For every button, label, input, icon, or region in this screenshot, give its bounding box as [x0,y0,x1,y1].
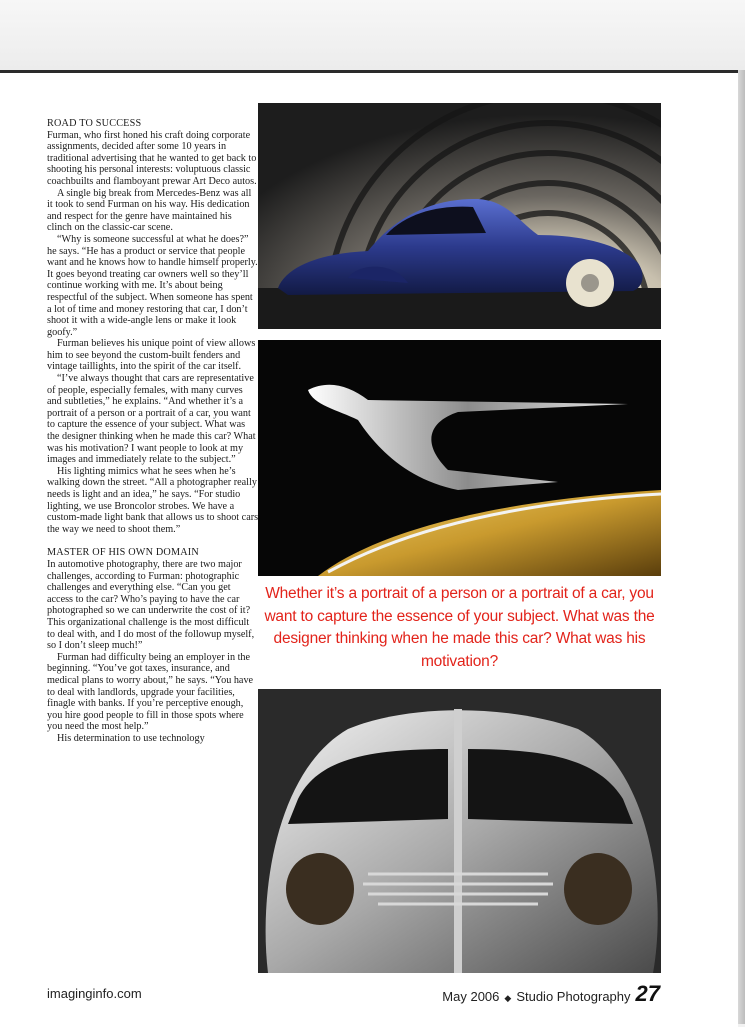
scan-background [0,0,745,70]
paragraph: Furman had difficulty being an employer in the beginning. “You’ve got taxes, insurance, and medical plans to worry about,” he says. “You have to deal with landlords, upgrade your facilities, finagle with banks. If you’re perceptive enough, you hire good people to fill in those spots where you need the most help.” [47,651,254,733]
magazine-name: Studio Photography [516,989,631,1004]
paragraph: “I’ve always thought that cars are representative of people, especially females, with many curves and subtleties,” he explains. “And whether it’s a portrait of a person or a portrait of a car, you want to capture the essence of your subject. What was the designer thinking when he made this car? What was his motivation? I want people to look at my images and immediately relate to the subject.” [47,373,256,466]
section-heading: MASTER OF HIS OWN DOMAIN [47,547,199,559]
paragraph: A single big break from Mercedes-Benz was all it took to send Furman on his way. His dedication and respect for the genre have maintained his clinch on the classic-car scene. [47,187,252,234]
article-column [47,118,259,744]
folio [442,981,660,1007]
silver-car-front-photo [258,689,661,973]
page-edge [738,70,745,1024]
paragraph: In automotive photography, there are two major challenges, according to Furman: photographic challenges and everything else. “Can you get access to the car? Who’s paying to have the car photographed so we can underwrite the cost of it? This organizational challenge is the most difficult to deal with, and I do most of the followup myself, so I don’t sleep much!” [47,558,255,652]
page-number: 27 [635,981,660,1006]
paragraph: Furman, who first honed his craft doing corporate assignments, decided after some 10 years in traditional advertising that he wanted to get back to shooting his personal interests: voluptuous classic coachbuilts and flamboyant prewar Art Deco autos. [47,129,257,187]
section-heading: ROAD TO SUCCESS [47,118,142,129]
paragraph: His lighting mimics what he sees when he’s walking down the street. “All a photographer really needs is light and an idea,” he says. “For studio lighting, we use Broncolor strobes. We have a custom-made light bank that allows us to shoot cars the way we need to shoot them.” [47,465,259,535]
blue-coupe-photo [258,103,661,329]
website-link[interactable]: imaginginfo.com [47,986,142,1001]
paragraph: “Why is someone successful at what he does?” he says. “He has a product or service that people want and he knows how to handle himself properly. It goes beyond treating car owners well so they’ll continue working with me. It’s about being respectful of the subject. When someone has spent a lot of time and money restoring that car, I don’t shoot it with a wide-angle lens or make it look goofy.” [47,233,258,338]
pull-quote: Whether it’s a portrait of a person or a portrait of a car, you want to capture the essence of your subject. What was the designer thinking when he made this car? What was his motivation? [264,585,655,670]
hood-ornament-photo [258,340,661,576]
diamond-icon: ◆ [504,993,512,1003]
issue-date: May 2006 [442,989,500,1004]
paragraph: Furman believes his unique point of view allows him to see beyond the custom-built fenders and vintage taillights, into the spirit of the car itself. [47,338,256,373]
paragraph: His determination to use technology [57,732,205,744]
